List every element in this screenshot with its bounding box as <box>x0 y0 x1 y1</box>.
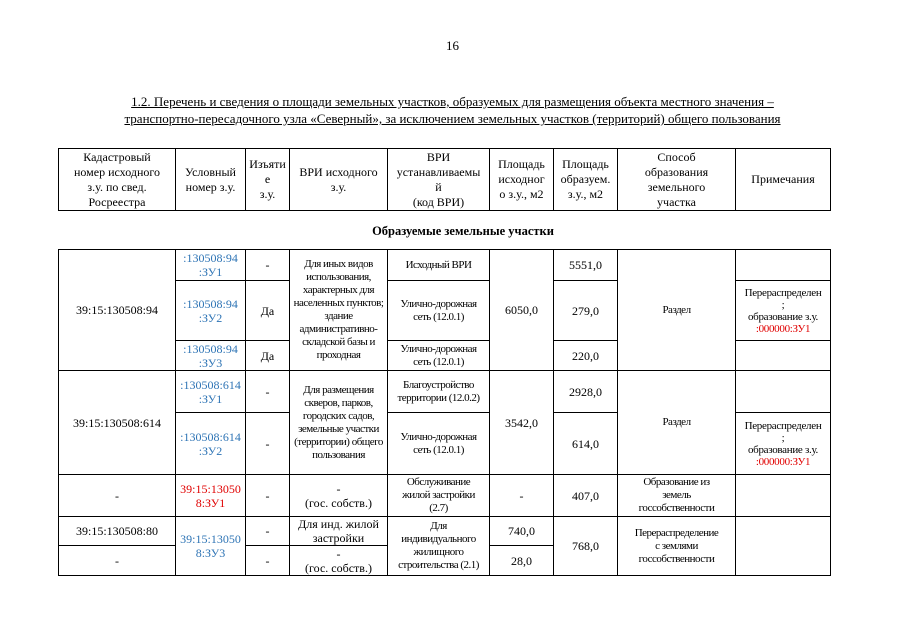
cell-note <box>736 341 831 371</box>
cell-withdrawal: - <box>246 413 290 475</box>
heading-line-2: транспортно-пересадочного узла «Северный», за исключением земельных участков (территорий) общего пользования <box>124 111 781 126</box>
text-line: использования, <box>306 271 371 283</box>
text-line: :ЗУ1 <box>198 391 223 406</box>
cell-source-area: 6050,0 <box>490 250 554 371</box>
text-line: госсобственности <box>638 552 715 565</box>
text-line: :130508:614 <box>180 429 241 444</box>
text-line: Улично-дорожная <box>400 297 477 310</box>
cell-parcel-number <box>176 371 246 413</box>
text-line: Примечания <box>751 172 815 186</box>
text-line: Для размещения <box>303 383 374 396</box>
text-line: з.у. <box>259 187 276 201</box>
text-line: - <box>336 481 341 496</box>
text-line: складской базы и <box>302 336 375 348</box>
cell-note <box>736 517 831 576</box>
header-conditional-number <box>176 149 246 211</box>
text-line: - <box>336 546 341 561</box>
cell-method <box>618 517 736 576</box>
cell-method: Раздел <box>618 371 736 475</box>
section-title: Образуемые земельные участки <box>372 224 554 238</box>
header-new-vri <box>388 149 490 211</box>
cell-cadastral: - <box>59 475 176 517</box>
text-line: Благоустройство <box>403 378 474 391</box>
text-line: Перераспределен <box>744 419 822 432</box>
cell-withdrawal: - <box>246 546 290 576</box>
table-row <box>59 475 831 517</box>
cell-source-vri <box>290 517 388 546</box>
text-line: устанавливаемы <box>396 164 481 179</box>
text-line: жилой застройки <box>402 489 475 501</box>
cell-parcel-number <box>176 475 246 517</box>
text-line: Изъяти <box>249 157 286 171</box>
text-line: 8:ЗУ3 <box>195 546 226 560</box>
text-line: Исходный ВРИ <box>405 258 472 271</box>
cell-new-vri <box>388 371 490 413</box>
text-line: (гос. собств.) <box>305 560 372 575</box>
cell-source-vri <box>290 371 388 475</box>
text-line: :130508:94 <box>183 341 238 356</box>
text-line: строительства (2.1) <box>398 559 479 571</box>
header-source-area <box>490 149 554 211</box>
text-line: (территории) общего <box>294 435 383 448</box>
heading-line-1: 1.2. Перечень и сведения о площади земельных участков, образуемых для размещения объекта местного значения – <box>131 94 774 109</box>
text-line: пользования <box>312 448 365 461</box>
cell-source-vri <box>290 475 388 517</box>
text-line: административно- <box>299 323 378 335</box>
cell-source-area: 28,0 <box>490 546 554 576</box>
text-line: проходная <box>316 349 361 361</box>
text-line: территории (12.0.2) <box>397 391 480 404</box>
text-line: сеть (12.0.1) <box>413 443 464 456</box>
cell-parcel-number <box>176 250 246 281</box>
text-line: Улично-дорожная <box>400 342 477 355</box>
cell-new-vri <box>388 475 490 517</box>
text-line: застройки <box>312 531 365 545</box>
cell-source-vri <box>290 250 388 371</box>
cell-source-area: 740,0 <box>490 517 554 546</box>
cell-new-vri <box>388 341 490 371</box>
cell-formed-area: 220,0 <box>554 341 618 371</box>
text-line: сеть (12.0.1) <box>413 310 464 323</box>
cell-new-vri <box>388 250 490 281</box>
cell-source-vri <box>290 546 388 576</box>
text-line: Перераспределение <box>634 526 719 539</box>
header-withdrawal <box>246 149 290 211</box>
text-line: образования <box>644 164 709 179</box>
cell-method <box>618 475 736 517</box>
cell-withdrawal: - <box>246 371 290 413</box>
text-line: (гос. собств.) <box>305 495 372 510</box>
table-row <box>59 517 831 546</box>
cell-formed-area: 2928,0 <box>554 371 618 413</box>
cell-note <box>736 281 831 341</box>
text-line: с землями <box>655 539 698 552</box>
text-line: городских садов, <box>302 409 375 422</box>
text-line: з.у., м2 <box>567 187 604 201</box>
text-line: ; <box>781 431 785 444</box>
cell-note <box>736 250 831 281</box>
cell-formed-area: 407,0 <box>554 475 618 517</box>
cell-withdrawal: - <box>246 517 290 546</box>
text-line: характерных для <box>302 284 375 296</box>
text-line: Для <box>430 520 447 532</box>
text-line: :000000:ЗУ1 <box>755 455 811 468</box>
cell-withdrawal: Да <box>246 281 290 341</box>
text-line: земельные участки <box>298 422 379 435</box>
cell-note <box>736 475 831 517</box>
header-cadastral-number <box>59 149 176 211</box>
text-line: е <box>264 172 271 186</box>
cell-note <box>736 371 831 413</box>
text-line: :000000:ЗУ1 <box>755 322 811 335</box>
text-line: земель <box>662 489 691 501</box>
text-line: участка <box>657 194 696 209</box>
cell-parcel-number <box>176 517 246 576</box>
text-line: скверов, парков, <box>304 396 373 409</box>
text-line: 39:15:13050 <box>180 481 241 496</box>
text-line: о з.у., м2 <box>499 187 544 201</box>
text-line: (код ВРИ) <box>412 194 465 209</box>
text-line: :ЗУ3 <box>198 355 223 370</box>
header-formation-method <box>618 149 736 211</box>
text-line: :130508:94 <box>183 251 238 265</box>
text-line: Образование из <box>643 476 710 488</box>
text-line: номер исходного <box>73 164 161 179</box>
text-line: :130508:94 <box>183 296 238 311</box>
header-source-vri <box>290 149 388 211</box>
text-line: Кадастровый <box>83 149 151 164</box>
text-line: госсобственности <box>638 502 715 514</box>
text-line: Способ <box>657 149 696 164</box>
text-line: :130508:614 <box>180 377 241 392</box>
cell-parcel-number <box>176 413 246 475</box>
text-line: земельного <box>647 179 706 194</box>
text-line: образуем. <box>560 172 611 186</box>
text-line: Площадь <box>562 157 609 171</box>
text-line: (2.7) <box>429 502 448 514</box>
header-table <box>58 148 831 211</box>
cell-cadastral: 39:15:130508:80 <box>59 517 176 546</box>
text-line: Росреестра <box>88 194 146 209</box>
text-line: номер з.у. <box>185 179 236 194</box>
text-line: образование з.у. <box>747 443 819 456</box>
text-line: ВРИ <box>426 149 451 164</box>
cell-parcel-number <box>176 281 246 341</box>
document-heading <box>60 93 845 127</box>
cell-new-vri <box>388 413 490 475</box>
text-line: Обслуживание <box>406 476 471 488</box>
text-line: здание <box>324 310 353 322</box>
cell-source-area: 3542,0 <box>490 371 554 475</box>
text-line: ; <box>781 298 785 311</box>
cell-withdrawal: Да <box>246 341 290 371</box>
text-line: сеть (12.0.1) <box>413 355 464 368</box>
cell-formed-area: 614,0 <box>554 413 618 475</box>
text-line: з.у. <box>330 179 347 194</box>
cell-note <box>736 413 831 475</box>
text-line: Условный <box>185 164 236 179</box>
cell-new-vri <box>388 517 490 576</box>
page-number: 16 <box>446 38 459 53</box>
cell-source-area: - <box>490 475 554 517</box>
text-line: населенных пунктов; <box>293 297 384 309</box>
text-line: жилищного <box>413 546 464 558</box>
text-line: Площадь <box>498 157 545 171</box>
cell-method: Раздел <box>618 250 736 371</box>
text-line: 39:15:13050 <box>180 532 241 546</box>
header-formed-area <box>554 149 618 211</box>
text-line: исходног <box>498 172 545 186</box>
text-line: образование з.у. <box>747 310 819 323</box>
table-row <box>59 371 831 413</box>
cell-cadastral: 39:15:130508:614 <box>59 371 176 475</box>
cell-cadastral: 39:15:130508:94 <box>59 250 176 371</box>
text-line: ВРИ исходного <box>299 164 378 179</box>
cell-formed-area: 5551,0 <box>554 250 618 281</box>
text-line: Для иных видов <box>304 258 373 270</box>
text-line: Улично-дорожная <box>400 430 477 443</box>
text-line: :ЗУ1 <box>198 265 223 279</box>
table-row <box>59 250 831 281</box>
header-notes <box>736 149 831 211</box>
parcels-table <box>58 249 831 576</box>
text-line: :ЗУ2 <box>198 310 223 325</box>
cell-formed-area: 768,0 <box>554 517 618 576</box>
text-line: :ЗУ2 <box>198 443 223 458</box>
text-line: й <box>435 179 442 194</box>
text-line: з.у. по свед. <box>87 179 147 194</box>
cell-new-vri <box>388 281 490 341</box>
cell-withdrawal: - <box>246 250 290 281</box>
text-line: 8:ЗУ1 <box>195 495 226 510</box>
cell-cadastral: - <box>59 546 176 576</box>
cell-formed-area: 279,0 <box>554 281 618 341</box>
text-line: индивидуального <box>401 533 476 545</box>
cell-withdrawal: - <box>246 475 290 517</box>
text-line: Для инд. жилой <box>298 517 379 531</box>
text-line: Перераспределен <box>744 286 822 299</box>
cell-parcel-number <box>176 341 246 371</box>
